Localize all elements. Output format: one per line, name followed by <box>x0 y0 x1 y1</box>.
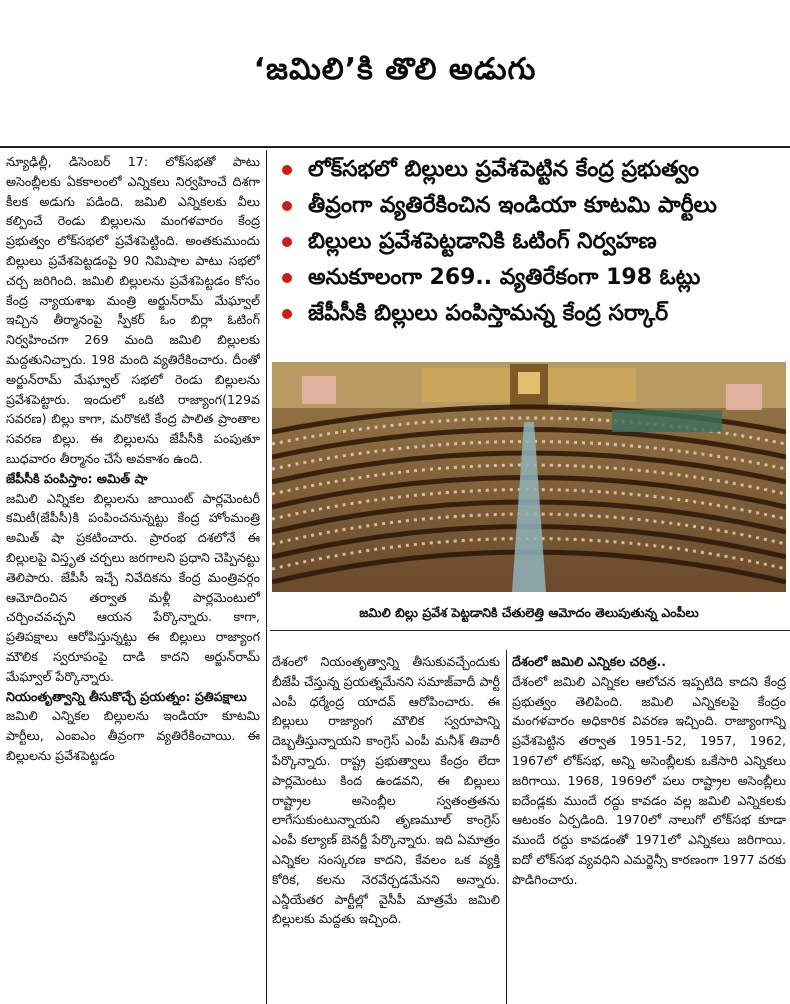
highlight-item: తీవ్రంగా వ్యతిరేకించిన ఇండియా కూటమి పార్టీలు <box>272 188 786 224</box>
article-paragraph: దేశంలో జమిలి ఎన్నికల ఆలోచన ఇప్పటిది కాదని కేంద్ర ప్రభుత్వం తెలిపింది. జమిలి ఎన్నికలపై కేంద్రం మంగళవారం అధికారిక వివరణ ఇచ్చింది. రాజ్యాంగాన్ని ప్రవేశపెట్టిన తర్వాత 1951-52, 1957, 1962, 1967లో లోక్‌సభ, అన్ని అసెంబ్లీలకు ఒకేసారి ఎన్నికలు జరిగాయి. 1968, 1969లో పలు రాష్ట్రాల అసెంబ్లీలు ఐదేండ్లకు ముందే రద్దు కావడం వల్ల జమిలి ఎన్నికలకు ఆటంకం ఏర్పడింది. 1970లో నాలుగో లోక్‌సభ కూడా ముందే రద్దు కావడంతో 1971లో ఎన్నికలు జరిగాయి. ఐదో లోక్‌సభ వ్యవధిని ఎమర్జెన్సీ కారణంగా 1977 వరకు పొడిగించారు. <box>512 673 786 887</box>
subheading: దేశంలో జమిలి ఎన్నికల చరిత్ర.. <box>512 654 667 669</box>
photo-caption: జమిలి బిల్లు ప్రవేశ పెట్టడానికి చేతులెత్తి ఆమోదం తెలుపుతున్న ఎంపీలు <box>359 605 699 620</box>
highlight-item: జేపీసీకి బిల్లులు పంపిస్తామన్న కేంద్ర సర్కార్ <box>272 296 786 332</box>
bullet-icon <box>282 273 292 283</box>
subheading: నియంతృత్వాన్ని తీసుకొచ్చే ప్రయత్నం: ప్రతిపక్షాలు <box>6 688 247 704</box>
article-paragraph: జమిలి ఎన్నికల బిల్లులను ఇండియా కూటమి పార్టీలు, ఎంఐఎం తీవ్రంగా వ్యతిరేకించాయి. ఈ బిల్లులను ప్రవేశపెట్టడం <box>6 708 260 763</box>
bullet-icon <box>282 165 292 175</box>
bullet-icon <box>282 237 292 247</box>
highlight-item: బిల్లులు ప్రవేశపెట్టడానికి ఓటింగ్ నిర్వహణ <box>272 224 786 260</box>
column-divider-left <box>266 150 267 640</box>
bullet-icon <box>282 201 292 211</box>
lower-divider-2 <box>506 650 507 1004</box>
headline-rule <box>0 146 790 148</box>
article-paragraph: జమిలి ఎన్నికల బిల్లులను జాయింట్ పార్లమెంటరీ కమిటీ(జేపీసీ)కి పంపించనున్నట్టు కేంద్ర హోంమంత్రి అమిత్ షా ప్రకటించారు. ప్రారంభ దశలోనే ఈ బిల్లులపై విస్తృత చర్చలు జరగాలని ప్రధాని చెప్పినట్టు తెలిపారు. జేపీసీ ఇచ్చే నివేదికను కేంద్ర మంత్రివర్గం ఆమోదించిన తర్వాత మళ్లీ పార్లమెంటులో చర్చించవచ్చని ఆయన పేర్కొన్నారు. కాగా, ప్రతిపక్షాలు ఆరోపిస్తున్నట్టు ఈ బిల్లులు రాజ్యాంగ మౌలిక స్వరూపంపై దాడి కాదని అర్జున్‌రామ్ మేఘ్వాల్ పేర్కొన్నారు. <box>6 490 260 684</box>
headline: ‘జమిలి’కి తొలి అడుగు <box>253 52 537 87</box>
highlights-list <box>272 152 786 332</box>
lower-divider-1 <box>266 640 267 1004</box>
caption-rule <box>270 630 790 631</box>
parliament-illustration <box>272 362 786 592</box>
highlight-item: అనుకూలంగా 269.. వ్యతిరేకంగా 198 ఓట్లు <box>272 260 786 296</box>
article-paragraph: దేశంలో నియంతృత్వాన్ని తీసుకువచ్చేందుకు బీజేపీ చేస్తున్న ప్రయత్నమేనని సమాజ్‌వాదీ పార్టీ ఎంపీ ధర్మేంద్ర యాదవ్ ఆరోపించారు. ఈ బిల్లులు రాజ్యాంగ మౌలిక స్వరూపాన్ని దెబ్బతీస్తున్నాయని కాంగ్రెస్ ఎంపీ మనీశ్ తివారీ పేర్కొన్నారు. రాష్ట్ర ప్రభుత్వాలు కేంద్రం లేదా పార్లమెంటు కింద ఉండవని, ఈ బిల్లులు రాష్ట్రాల అసెంబ్లీల స్వతంత్రతను లాగేసుకుంటున్నాయని తృణమూల్ కాంగ్రెస్ ఎంపీ కల్యాణ్ బెనర్జీ పేర్కొన్నారు. ఇది ఏమాత్రం ఎన్నికల సంస్కరణ కాదని, కేవలం ఒక వ్యక్తి కోరిక, కలను నెరవేర్చడమేనని అన్నారు. ఎన్డీయేతర పార్టీల్లో వైసీపీ మాత్రమే జమిలి బిల్లులకు మద్దతు ఇచ్చింది. <box>272 654 500 927</box>
bullet-icon <box>282 309 292 319</box>
subheading: జేపీసీకి పంపిస్తాం: అమిత్ షా <box>6 470 148 486</box>
article-paragraph: న్యూఢిల్లీ, డిసెంబర్ 17: లోక్‌సభతో పాటు అసెంబ్లీలకు ఏకకాలంలో ఎన్నికలు నిర్వహించే దిశగా కీలక అడుగు పడింది. జమిలి ఎన్నికలకు వీలు కల్పించే రెండు బిల్లులను మంగళవారం కేంద్ర ప్రభుత్వం లోక్‌సభలో ప్రవేశపెట్టింది. అంతకుముందు బిల్లులు ప్రవేశపెట్టడంపై 90 నిమిషాల పాటు సభలో చర్చ జరిగింది. జమిలి బిల్లులను ప్రవేశపెట్టడం కోసం కేంద్ర న్యాయశాఖ మంత్రి అర్జున్‌రామ్ మేఘ్వాల్ ఇచ్చిన తీర్మానంపై స్పీకర్ ఓం బిర్లా ఓటింగ్ నిర్వహించగా 269 మంది జమిలి బిల్లులకు మద్దతునిచ్చారు. 198 మంది వ్యతిరేకించారు. దీంతో అర్జున్‌రామ్ మేఘ్వాల్ సభలో రెండు బిల్లులను ప్రవేశపెట్టారు. ఇందులో ఒకటి రాజ్యాంగ(129వ సవరణ) బిల్లు కాగా, మరొకటి కేంద్ర పాలిత ప్రాంతాల సవరణ బిల్లు. ఈ బిల్లులను జేపీసీకి పంపుతూ బుధవారం తీర్మానం చేసే అవకాశం ఉంది. <box>6 154 260 466</box>
article-column-left <box>6 152 260 1002</box>
article-column-right <box>512 652 786 1002</box>
parliament-photo <box>272 362 786 592</box>
article-column-middle <box>272 652 500 1002</box>
highlight-item: లోక్‌సభలో బిల్లులు ప్రవేశపెట్టిన కేంద్ర ప్రభుత్వం <box>272 152 786 188</box>
